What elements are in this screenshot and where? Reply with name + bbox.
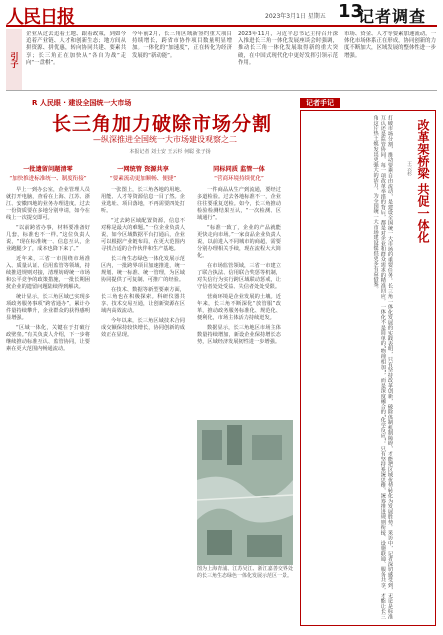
intro-column: 企业从过去追着土地、跟着政策，到如今追着产业链、人才和创新生态；地方间从拼资源、拼优惠，转向协同共建、要素共享；长三角正在加快从“各自为战”走向“一盘棋”。	[26, 31, 126, 66]
article-column-1	[6, 160, 90, 630]
sidebar-title: 改革架桥梁 共促一体化	[416, 119, 430, 244]
intro-label: 引子	[6, 29, 22, 90]
column-subhead-quote: “要素流动更加顺畅、便捷”	[109, 176, 177, 182]
column-subhead-quote: “加快推进标准统一、制度衔接”	[9, 176, 87, 182]
article-subheadline: —纵深推进全国统一大市场建设观察之二	[93, 135, 237, 144]
column-subhead: 一网统管 资源共享	[117, 166, 169, 173]
article-column-2	[101, 160, 185, 630]
paragraph: “区域一体化，关键在于打破行政壁垒。”有关负责人介绍，下一步将继续推动标准互认、监管协同，让要素在更大范围内畅通流动。	[6, 325, 90, 352]
sidebar-box	[300, 110, 436, 626]
reporter-notes-sidebar	[300, 96, 438, 628]
masthead	[6, 3, 437, 27]
intro-column: 市场、资金、人才等要素加速流动，一体化市场体系正在形成，协同创新的力度不断加大，区域发展的整体性进一步增强。	[344, 31, 436, 59]
paragraph: 在市场监管领域，三省一市建立了联合执法、信用联合奖惩等机制，对失信行为实行跨区域联动惩戒，让守信者处处受益、失信者处处受限。	[197, 263, 281, 290]
paragraph: “过去跨区域配置资源，信息不对称是最大的难题。”一位企业负责人说，如今区域数据平台打通后，企业可以根据产业链布局，在更大范围内寻找合适的合作伙伴和生产基地。	[101, 218, 185, 252]
intro-band	[6, 29, 437, 91]
paragraph: 早上一到办公室，企业管理人员就打开电脑，查看在上海、江苏、浙江、安徽四地的业务办理进度。过去一份资质要在多地分别申请，如今在线上一次提交即可。	[6, 187, 90, 221]
column-body	[6, 187, 90, 353]
sidebar-author: 王云杉	[406, 161, 412, 176]
paragraph: 长三角生态绿色一体化发展示范区内，一批跨界项目加速推进，统一规划、统一标准、统一管理，为区域协同提供了可复制、可推广的经验。	[101, 256, 185, 283]
paragraph: 统计显示，长三角区域已实现多项政务服务事项“跨省通办”，累计办件量持续攀升，企业群众的获得感明显增强。	[6, 294, 90, 321]
paragraph: 一件商品从生产到流通，要经过多道检验。过去各地标准不一，企业往往要重复送检。如今，长三角推动检验检测结果互认，“一次检测、区域通行”。	[197, 187, 281, 221]
article-headline: 长三角加力破除市场分割	[51, 113, 272, 135]
paragraph: “以前跨省办事，材料要准备好几套，标准也不一样。”这位负责人说，“现在标准统一、信息互认，企业跑腿少了，成本也降下来了。”	[6, 225, 90, 252]
newspaper-logo: 人民日报	[6, 7, 74, 28]
river-city-image	[197, 420, 293, 565]
intro-column: 今年前2月，长三角区域新签约重大项目持续增长，跨省市协作项目数量明显增加。一体化的“加速度”，正在转化为经济发展的“新动能”。	[132, 31, 232, 59]
column-subhead: 同标同质 监管一体	[213, 166, 265, 173]
page-number: 13	[338, 1, 364, 22]
paragraph: 近年来，三省一市围绕市场准入、质量认证、信用监管等领域，持续推进规则对接，清理妨碍统一市场和公平竞争的政策措施，一批长期困扰企业的遗留问题陆续得到解决。	[6, 256, 90, 290]
paragraph: 数据显示，长三角地区市场主体数量持续增加，新设企业保持增长态势，区域经济发展韧性进一步增强。	[197, 325, 281, 345]
article-byline: 本报记者 刘士安 王云杉 何聪 张子扬	[129, 149, 211, 155]
column-body	[197, 187, 281, 346]
intro-column: 2023年11月，习近平总书记主持召开深入推进长三角一体化发展座谈会时强调，推动长三角一体化发展取得新的重大突破，在中国式现代化中更好发挥引领示范作用。	[238, 31, 338, 66]
sidebar-tag: 记者手记	[300, 98, 340, 108]
column-subhead-quote: “营商环境持续优化”	[214, 176, 264, 182]
aerial-photo	[197, 420, 293, 565]
article-tag: R 人民眼 · 建设全国统一大市场	[32, 99, 132, 107]
photo-caption: 图为上海青浦、江苏吴江、浙江嘉善交界处的长三角生态绿色一体化发展示范区一景。	[197, 566, 293, 579]
paragraph: 一张图上，长三角各地的用地、用能、人才等资源信息一目了然。企业选址、项目落地，不再需要四处打听。	[101, 187, 185, 214]
paragraph: 在技术、数据等新型要素方面，长三角也在积极探索。科研仪器共享、技术交易互通，让创新资源在区域内高效流动。	[101, 287, 185, 314]
column-subhead: 一批遗留问题清零	[23, 166, 73, 173]
column-body	[101, 187, 185, 339]
sidebar-body: 打破市场分割，推动要素自由流动，是建设全国统一大市场的重要任务。长三角一体化发展的实践表明，只有坚持改革创新，破除体制机制障碍，才能把区域优势转化为发展胜势。采访中，记者深切感受到，无论是标准互认还是监管协同，每一项改革举措的背后，都是对企业和群众需求的精准回应。一体化不是简单的“物理相加”，而是深度融合的“化学反应”。只有坚持系统思维，统筹推进规则衔接、设施联通、服务共享，才能让长三角这片热土焕发出更强大的活力，为全国统一大市场建设提供更多有益借鉴。	[372, 115, 393, 619]
paragraph: “标准一致了，企业的产品就能更快走向市场。”一家食品企业负责人说，以前进入不同城市的商超，需要分别办理相关手续，现在流程大大简化。	[197, 225, 281, 259]
section-title: 记者调查	[358, 7, 427, 26]
paragraph: 今年以来，长三角区域技术合同成交额保持较快增长，协同创新的成效正在显现。	[101, 318, 185, 338]
article-column-3	[197, 160, 281, 415]
paragraph: 营商环境是企业发展的土壤。近年来，长三角不断深化“放管服”改革，推动政务服务标准化、规范化、便利化，市场主体活力持续迸发。	[197, 294, 281, 321]
issue-date: 2023年3月1日 星期五	[265, 13, 326, 20]
